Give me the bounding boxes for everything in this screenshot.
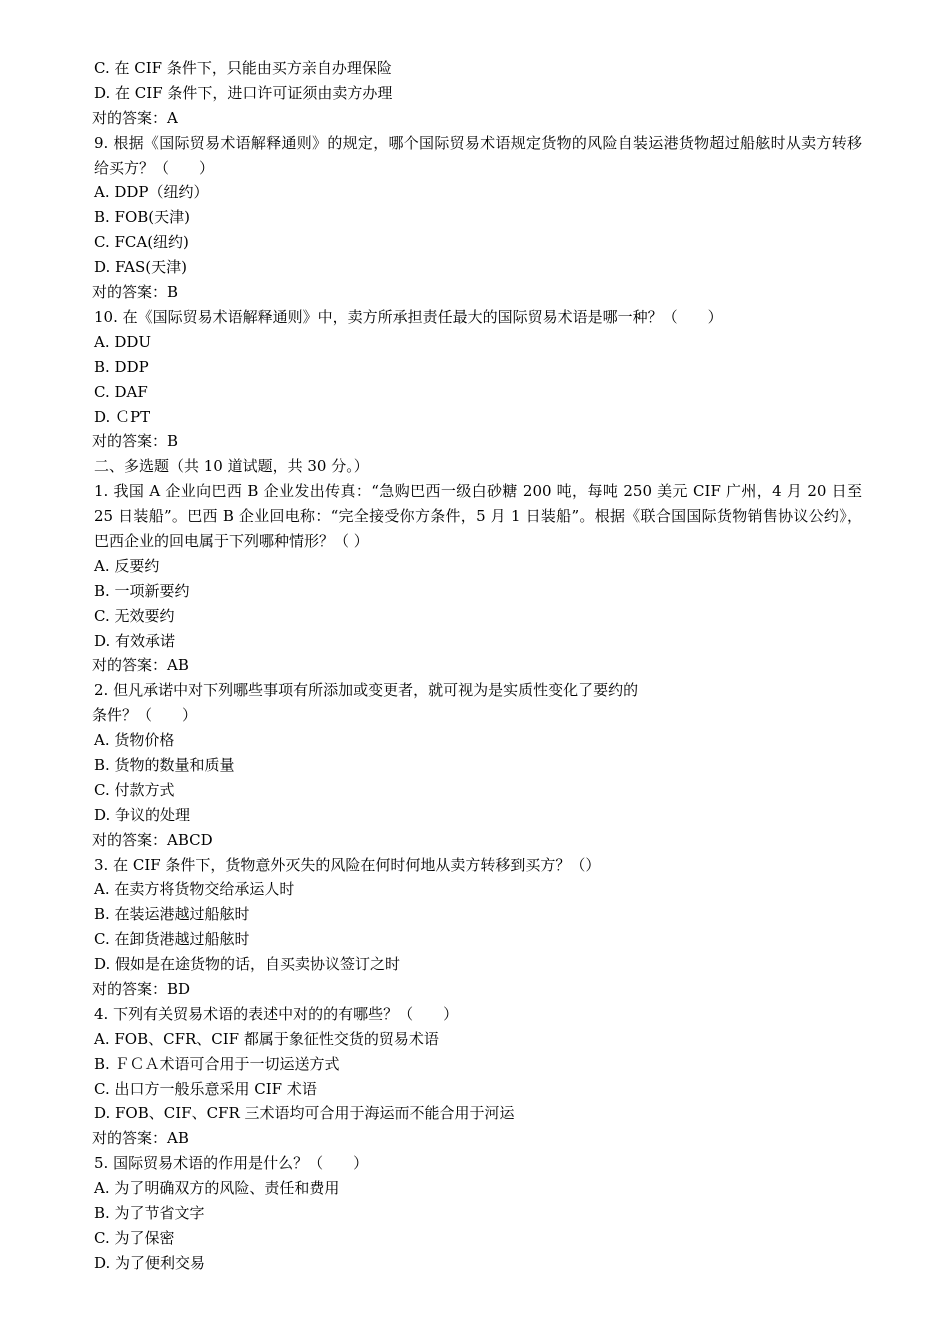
option-d: D. ＣPT (94, 407, 151, 426)
question-10: 10. 在《国际贸易术语解释通则》中，卖方所承担责任最大的国际贸易术语是哪一种？（ ） (94, 307, 723, 326)
question-multi-1: 1. 我国 A 企业向巴西 B 企业发出传真：“急购巴西一级白砂糖 200 吨，每吨 250 美元 CIF 广州，4 月 20 日至 25 日装船”。巴西 B 企业回电称：“完全接受你方条件，5 月 1 日装船”。根据《联合国国际货物销售协议公约》，巴西企业的回电属于下列哪种情形？（ ） (94, 482, 862, 550)
option-d: D. 在 CIF 条件下，进口许可证须由卖方办理 (94, 83, 393, 102)
option-a: A. 货物价格 (94, 731, 175, 750)
option-b: B. 在装运港越过船舷时 (94, 905, 250, 924)
option-c: C. 在 CIF 条件下，只能由买方亲自办理保险 (94, 59, 392, 77)
option-d: D. FOB、CIF、CFR 三术语均可合用于海运而不能合用于河运 (94, 1104, 515, 1123)
option-c: C. DAF (94, 382, 148, 401)
option-b: B. 一项新要约 (94, 581, 190, 600)
option-a: A. DDP（纽约） (94, 183, 209, 202)
question-multi-2: 2. 但凡承诺中对下列哪些事项有所添加或变更者，就可视为是实质性变化了要约的 (94, 681, 639, 700)
question-multi-5: 5. 国际贸易术语的作用是什么？（ ） (94, 1154, 369, 1173)
option-d: D. 有效承诺 (94, 631, 176, 650)
answer-line: 对的答案：A (92, 108, 178, 127)
option-a: A. 在卖方将货物交给承运人时 (94, 880, 295, 899)
option-c: C. 付款方式 (94, 780, 175, 799)
question-multi-3: 3. 在 CIF 条件下，货物意外灭失的风险在何时何地从卖方转移到买方？（） (94, 855, 601, 874)
option-c: C. FCA(纽约) (94, 233, 189, 252)
option-b: B. ＦＣＡ术语可合用于一切运送方式 (94, 1054, 340, 1073)
option-d: D. 假如是在途货物的话，自买卖协议签订之时 (94, 955, 401, 974)
document-body (92, 56, 862, 1276)
option-a: A. FOB、CFR、CIF 都属于象征性交货的贸易术语 (94, 1029, 439, 1048)
answer-line: 对的答案：B (92, 283, 179, 302)
answer-line: 对的答案：AB (92, 1129, 189, 1148)
option-b: B. 为了节省文字 (94, 1204, 205, 1223)
answer-line: 对的答案：BD (92, 980, 191, 999)
answer-line: 对的答案：ABCD (92, 830, 213, 849)
option-c: C. 无效要约 (94, 606, 175, 625)
option-b: B. FOB(天津) (94, 208, 190, 227)
option-d: D. FAS(天津) (94, 258, 187, 277)
question-multi-2-continued: 条件？（ ） (92, 706, 198, 725)
option-b: B. DDP (94, 357, 149, 376)
option-c: C. 为了保密 (94, 1228, 175, 1247)
option-c: C. 在卸货港越过船舷时 (94, 930, 250, 949)
option-c: C. 出口方一般乐意采用 CIF 术语 (94, 1079, 317, 1098)
option-d: D. 为了便利交易 (94, 1253, 206, 1272)
question-9: 9. 根据《国际贸易术语解释通则》的规定，哪个国际贸易术语规定货物的风险自装运港货物超过船舷时从卖方转移给买方？（ ） (94, 133, 862, 177)
option-b: B. 货物的数量和质量 (94, 756, 235, 775)
option-a: A. 反要约 (94, 556, 160, 575)
option-d: D. 争议的处理 (94, 805, 191, 824)
section-heading: 二、多选题（共 10 道试题，共 30 分。） (94, 457, 369, 476)
answer-line: 对的答案：B (92, 432, 179, 451)
answer-line: 对的答案：AB (92, 656, 189, 675)
option-a: A. DDU (94, 332, 152, 351)
question-multi-4: 4. 下列有关贸易术语的表述中对的的有哪些？（ ） (94, 1004, 459, 1023)
option-a: A. 为了明确双方的风险、责任和费用 (94, 1179, 340, 1198)
